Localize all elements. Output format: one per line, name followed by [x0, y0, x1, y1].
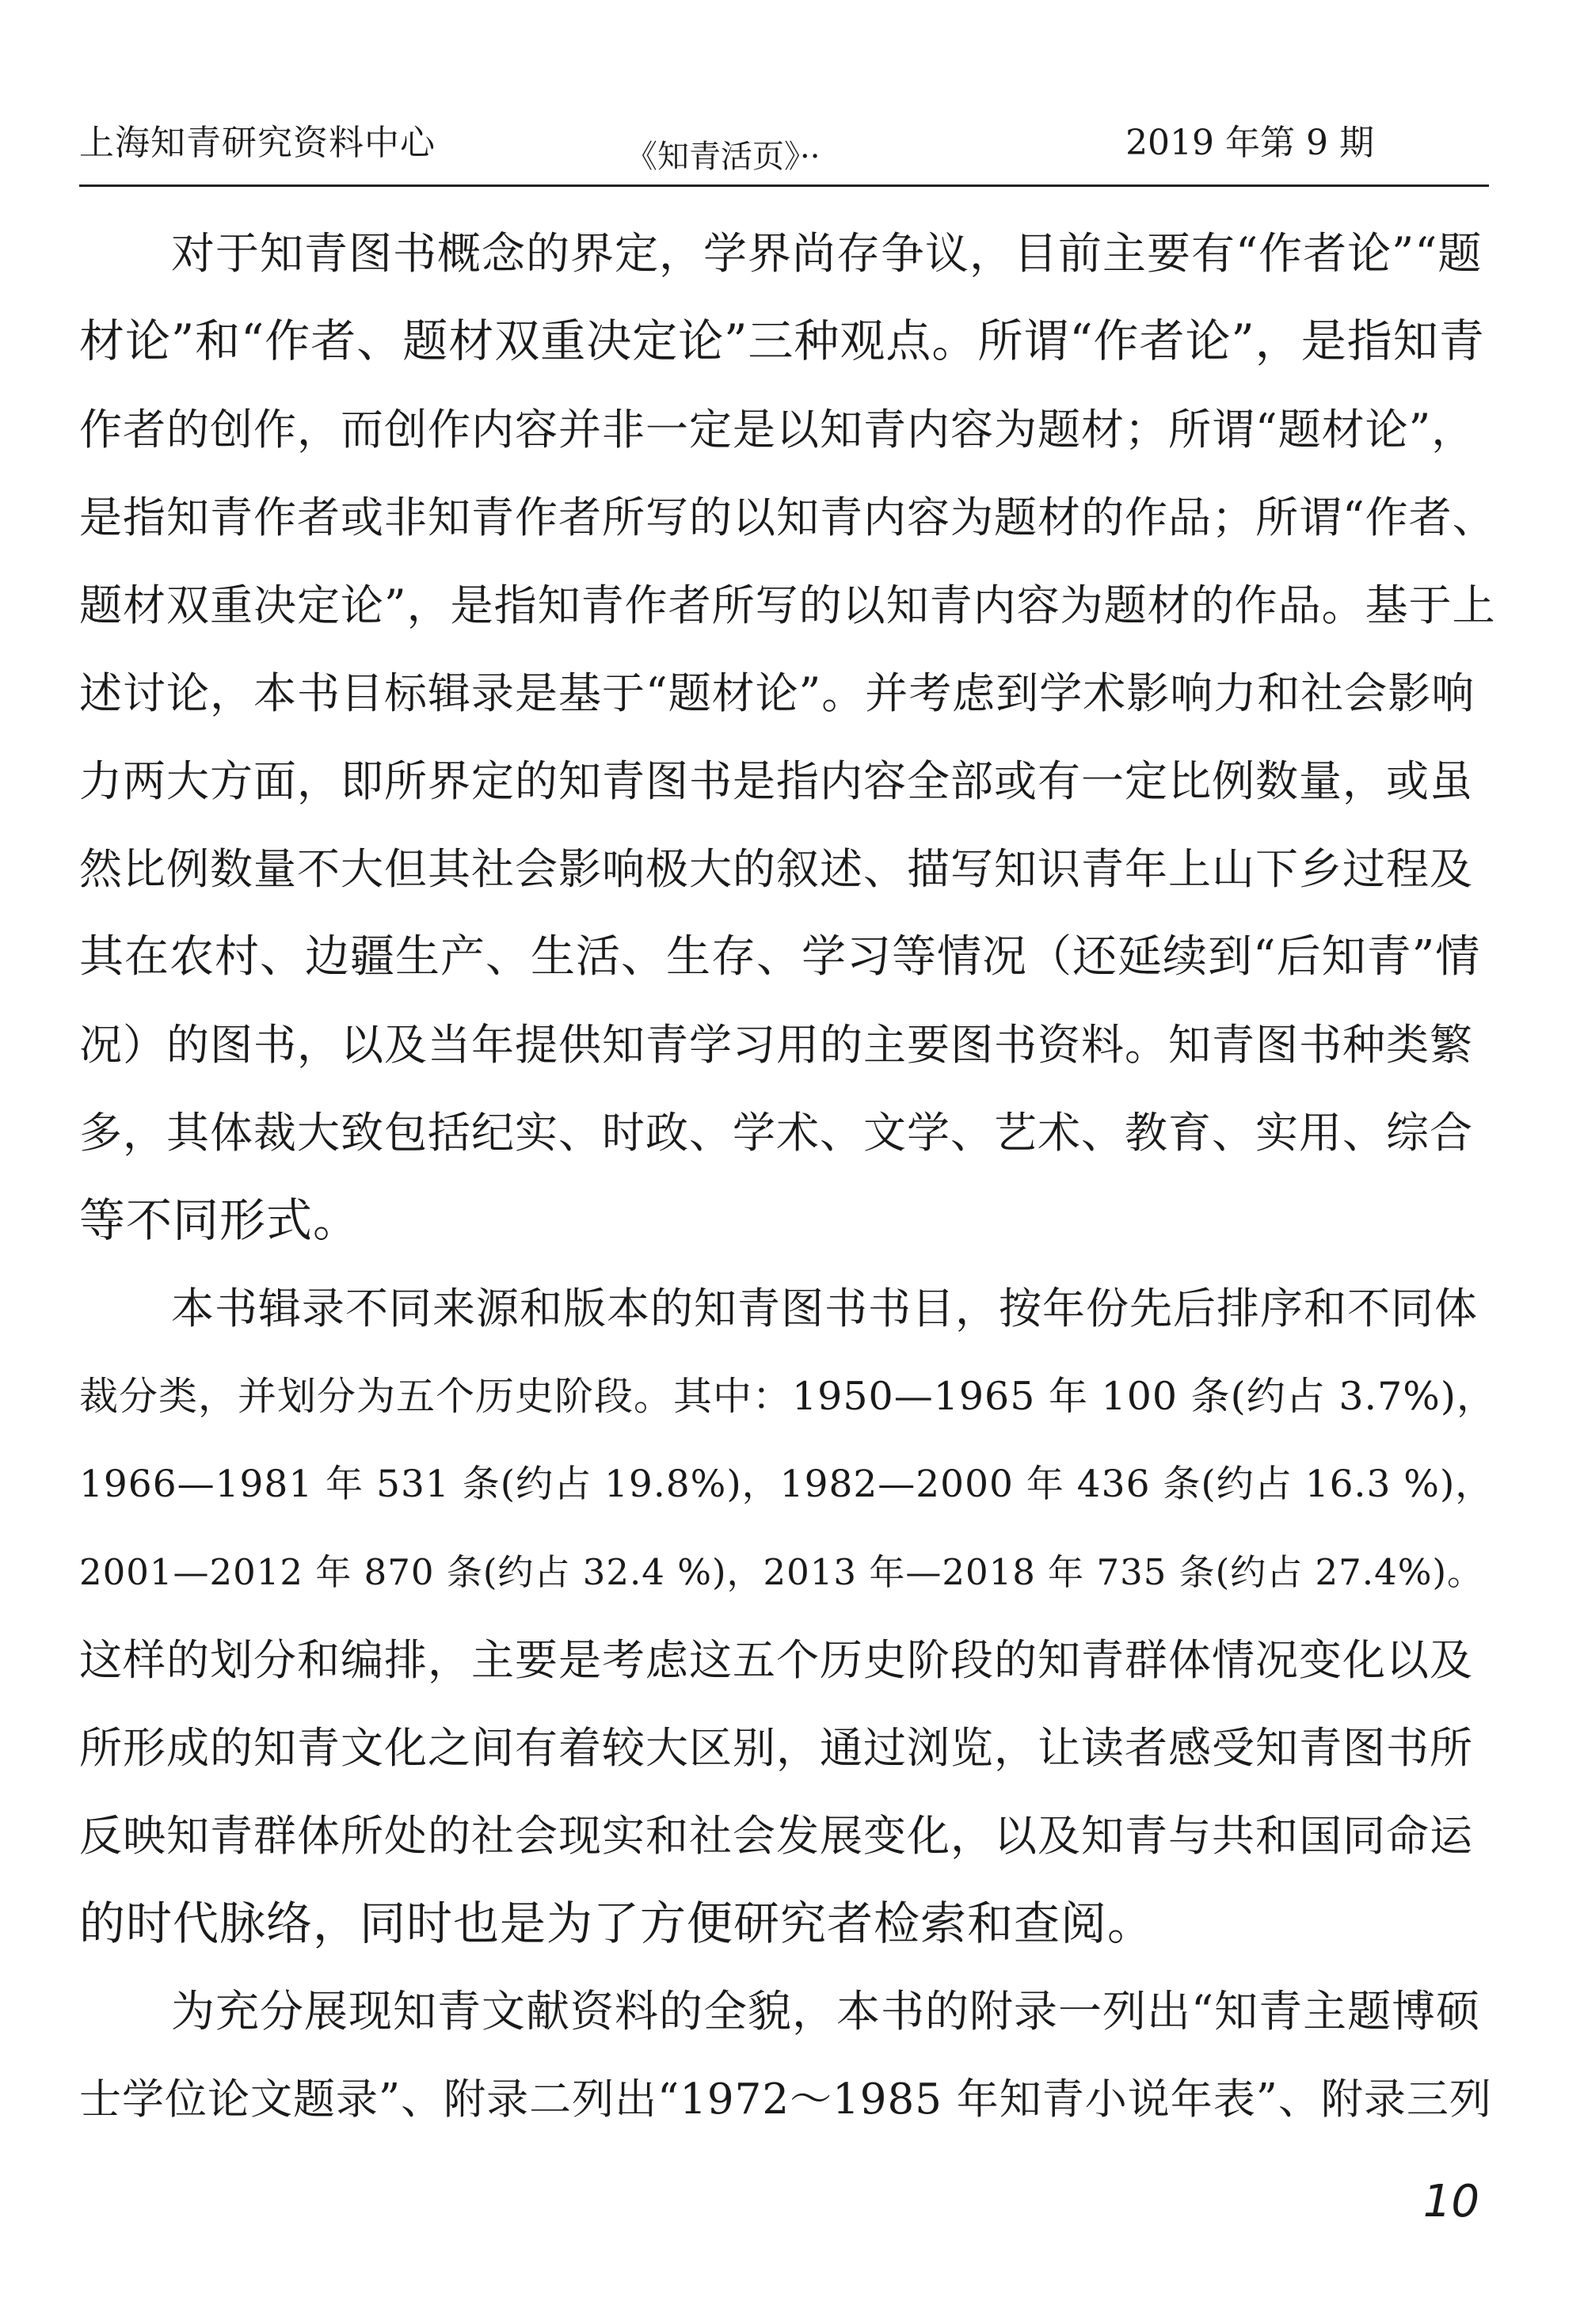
text-line: 1966—1981 年 531 条(约占 19.8%)，1982—2000 年 436 条(约占 16.3 %)， [79, 1462, 1494, 1506]
text-line: 述讨论，本书目标辑录是基于“题材论”。并考虑到学术影响力和社会影响 [79, 668, 1475, 718]
text-line: 裁分类，并划分为五个历史阶段。其中：1950—1965 年 100 条(约占 3.7%)， [79, 1374, 1496, 1419]
paragraph-definition [79, 210, 1497, 1265]
text-line: 多，其体裁大致包括纪实、时政、学术、文学、艺术、教育、实用、综合 [79, 1108, 1473, 1158]
text-line: 材论”和“作者、题材双重决定论”三种观点。所谓“作者论”，是指知青 [79, 315, 1485, 367]
text-line: 题材双重决定论”，是指知青作者所写的以知青内容为题材的作品。基于上 [79, 580, 1496, 630]
text-line: 其在农村、边疆生产、生活、生存、学习等情况（还延续到“后知青”情 [79, 931, 1481, 983]
header-publisher: 上海知青研究资料中心 [79, 123, 436, 163]
header-divider [79, 184, 1489, 187]
text-line: 本书辑录不同来源和版本的知青图书书目，按年份先后排序和不同体 [171, 1284, 1478, 1333]
text-line: 士学位论文题录”、附录二列出“1972～1985 年知青小说年表”、附录三列 [79, 2075, 1492, 2124]
text-line: 是指知青作者或非知青作者所写的以知青内容为题材的作品；所谓“作者、 [79, 493, 1496, 542]
header-issue: 2019 年第 9 期 [1125, 123, 1374, 163]
header-journal-title: 《知青活页》·· [626, 139, 821, 175]
page-header [79, 103, 1489, 174]
text-line: 2001—2012 年 870 条(约占 32.4 %)，2013 年—2018 年 735 条(约占 27.4%)。 [79, 1551, 1484, 1593]
text-line: 反映知青群体所处的社会现实和社会发展变化，以及知青与共和国同命运 [79, 1811, 1473, 1861]
paragraph-stages [79, 1265, 1497, 1968]
text-line: 这样的划分和编排，主要是考虑这五个历史阶段的知青群体情况变化以及 [79, 1635, 1473, 1685]
page-number: 10 [1422, 2176, 1479, 2227]
text-line: 对于知青图书概念的界定，学界尚存争议，目前主要有“作者论”“题 [171, 228, 1483, 279]
text-line: 的时代脉络，同时也是为了方便研究者检索和查阅。 [79, 1896, 1155, 1950]
text-line: 作者的创作，而创作内容并非一定是以知青内容为题材；所谓“题材论”， [79, 405, 1475, 455]
text-line: 所形成的知青文化之间有着较大区别，通过浏览，让读者感受知青图书所 [79, 1723, 1473, 1773]
body-text [79, 210, 1497, 2143]
text-line: 力两大方面，即所界定的知青图书是指内容全部或有一定比例数量，或虽 [79, 756, 1473, 806]
text-line: 等不同形式。 [79, 1193, 360, 1247]
text-line: 然比例数量不大但其社会影响极大的叙述、描写知识青年上山下乡过程及 [79, 844, 1473, 894]
paragraph-appendix [79, 1968, 1497, 2143]
text-line: 为充分展现知青文献资料的全貌，本书的附录一列出“知青主题博硕 [171, 1986, 1481, 2037]
text-line: 况）的图书，以及当年提供知青学习用的主要图书资料。知青图书种类繁 [79, 1020, 1473, 1070]
